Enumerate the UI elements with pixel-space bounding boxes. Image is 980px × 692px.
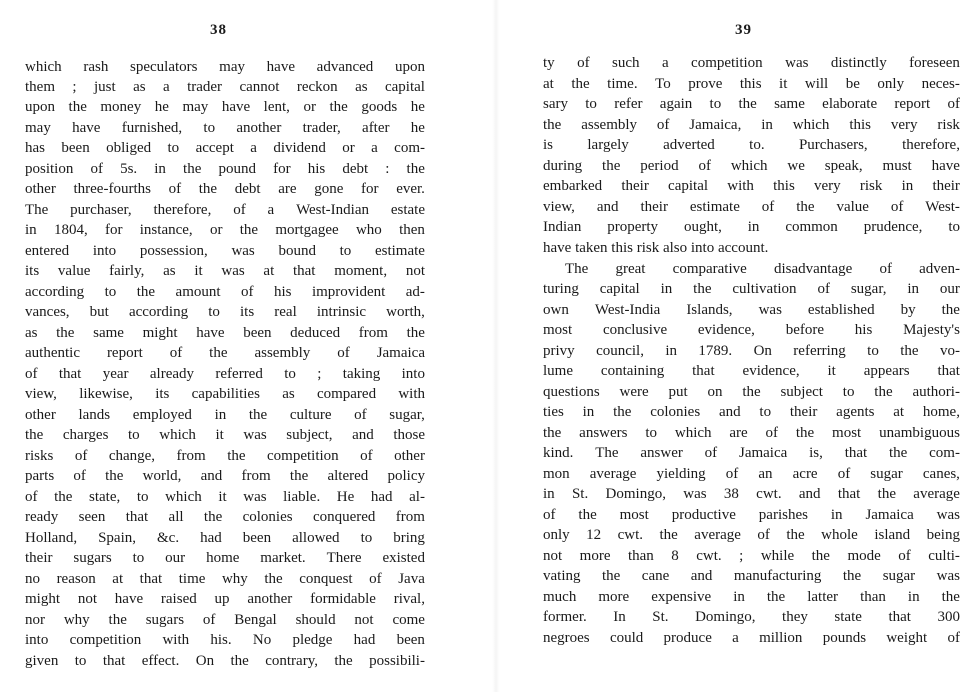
text-line: of the most productive parishes in Jamaica was <box>543 507 960 523</box>
text-line: the charges to which it was subject, and those <box>25 427 425 443</box>
text-line: parts of the world, and from the altered policy <box>25 468 425 484</box>
text-line: other three-fourths of the debt are gone for ever. <box>25 181 425 197</box>
text-line: lume containing that evidence, it appears that <box>543 363 960 379</box>
left-page-text <box>0 0 470 692</box>
book-gutter <box>492 0 500 692</box>
text-line: in 1804, for instance, or the mortgagee who then <box>25 222 425 238</box>
text-line: view, likewise, its capabilities as compared with <box>25 386 425 402</box>
text-line: former. In St. Domingo, they state that 300 <box>543 609 960 625</box>
text-line: ty of such a competition was distinctly foreseen <box>543 55 960 71</box>
text-line: their sugars to our home market. There existed <box>25 550 425 566</box>
text-line: embarked their capital with this very risk in their <box>543 178 960 194</box>
text-line: authentic report of the assembly of Jamaica <box>25 345 425 361</box>
text-line: vances, but according to its real intrinsic worth, <box>25 304 425 320</box>
text-line: negroes could produce a million pounds weight of <box>543 630 960 646</box>
page-number-left: 38 <box>210 22 227 38</box>
text-line: turing capital in the cultivation of sugar, in our <box>543 281 960 297</box>
text-line: is largely adverted to. Purchasers, therefore, <box>543 137 960 153</box>
text-line: given to that effect. On the contrary, the possibili- <box>25 653 425 669</box>
text-line: The great comparative disadvantage of adven- <box>565 261 960 277</box>
text-line: risks of change, from the competition of other <box>25 448 425 464</box>
text-line: which rash speculators may have advanced upon <box>25 59 425 75</box>
text-line: ready seen that all the colonies conquered from <box>25 509 425 525</box>
right-page-text <box>520 0 960 692</box>
text-line: according to the amount of his improvident ad- <box>25 284 425 300</box>
text-line: of the state, to which it was liable. He had al- <box>25 489 425 505</box>
text-line: entered into possession, was bound to estimate <box>25 243 425 259</box>
text-line: have taken this risk also into account. <box>543 240 769 256</box>
text-line: view, and their estimate of the value of West- <box>543 199 960 215</box>
text-line: as the same might have been deduced from the <box>25 325 425 341</box>
text-line: position of 5s. in the pound for his debt : the <box>25 161 425 177</box>
text-line: may have furnished, to another trader, after he <box>25 120 425 136</box>
text-line: only 12 cwt. the average of the whole island being <box>543 527 960 543</box>
text-line: most conclusive evidence, before his Majesty's <box>543 322 960 338</box>
text-line: own West-India Islands, was established by the <box>543 302 960 318</box>
text-line: no reason at that time why the conquest of Java <box>25 571 425 587</box>
text-line: other lands employed in the culture of sugar, <box>25 407 425 423</box>
text-line: not more than 8 cwt. ; while the mode of culti- <box>543 548 960 564</box>
text-line: nor why the sugars of Bengal should not come <box>25 612 425 628</box>
text-line: of that year already referred to ; taking into <box>25 366 425 382</box>
text-line: much more expensive in the latter than in the <box>543 589 960 605</box>
text-line: its value fairly, as it was at that moment, not <box>25 263 425 279</box>
text-line: at the time. To prove this it will be only neces- <box>543 76 960 92</box>
text-line: mon average yielding of an acre of sugar canes, <box>543 466 960 482</box>
text-line: kind. The answer of Jamaica is, that the com- <box>543 445 960 461</box>
text-line: privy council, in 1789. On referring to the vo- <box>543 343 960 359</box>
text-line: Holland, Spain, &c. had been allowed to bring <box>25 530 425 546</box>
text-line: has been obliged to accept a dividend or a com- <box>25 140 425 156</box>
text-line: into competition with his. No pledge had been <box>25 632 425 648</box>
text-line: them ; just as a trader cannot reckon as capital <box>25 79 425 95</box>
text-line: in St. Domingo, was 38 cwt. and that the average <box>543 486 960 502</box>
text-line: the assembly of Jamaica, in which this very risk <box>543 117 960 133</box>
page-number-right: 39 <box>735 22 752 38</box>
text-line: sary to refer again to the same elaborate report of <box>543 96 960 112</box>
text-line: Indian property ought, in common prudence, to <box>543 219 960 235</box>
text-line: The purchaser, therefore, of a West-Indian estate <box>25 202 425 218</box>
text-line: ties in the colonies and to their agents at home, <box>543 404 960 420</box>
text-line: the answers to which are of the most unambiguous <box>543 425 960 441</box>
text-line: upon the money he may have lent, or the goods he <box>25 99 425 115</box>
text-line: might not have raised up another formidable rival, <box>25 591 425 607</box>
left-page <box>0 0 470 692</box>
text-line: during the period of which we speak, must have <box>543 158 960 174</box>
text-line: vating the cane and manufacturing the sugar was <box>543 568 960 584</box>
right-page <box>520 0 960 692</box>
text-line: questions were put on the subject to the authori- <box>543 384 960 400</box>
